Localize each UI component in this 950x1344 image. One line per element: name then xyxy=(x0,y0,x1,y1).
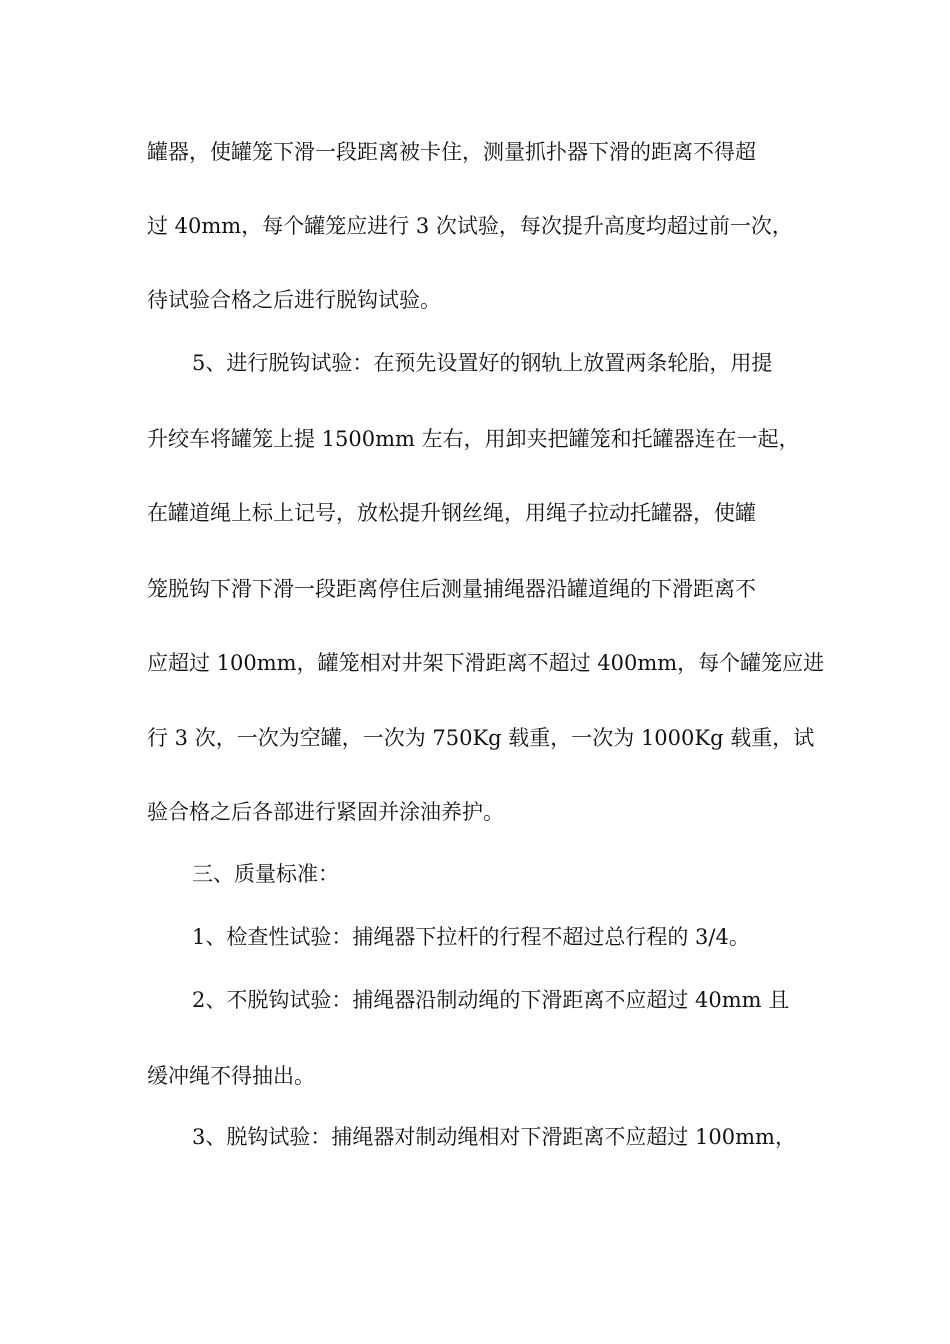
text-line: 行 3 次，一次为空罐，一次为 750Kg 载重，一次为 1000Kg 载重，试 xyxy=(147,726,815,750)
text-line: 过 40mm，每个罐笼应进行 3 次试验，每次提升高度均超过前一次， xyxy=(147,214,793,238)
text-line: 在罐道绳上标上记号，放松提升钢丝绳，用绳子拉动托罐器，使罐 xyxy=(147,501,756,525)
text-line: 罐器，使罐笼下滑一段距离被卡住，测量抓扑器下滑的距离不得超 xyxy=(147,140,756,164)
text-line: 3、脱钩试验：捕绳器对制动绳相对下滑距离不应超过 100mm， xyxy=(192,1125,796,1149)
text-line: 缓冲绳不得抽出。 xyxy=(147,1064,315,1088)
section-heading: 三、质量标准： xyxy=(192,862,339,886)
text-line: 5、进行脱钩试验：在预先设置好的钢轨上放置两条轮胎，用提 xyxy=(192,351,773,375)
text-line: 2、不脱钩试验：捕绳器沿制动绳的下滑距离不应超过 40mm 且 xyxy=(192,988,790,1012)
text-line: 笼脱钩下滑下滑一段距离停住后测量捕绳器沿罐道绳的下滑距离不 xyxy=(147,577,756,601)
text-line: 1、检查性试验：捕绳器下拉杆的行程不超过总行程的 3/4。 xyxy=(192,925,750,949)
text-line: 待试验合格之后进行脱钩试验。 xyxy=(147,288,441,312)
text-line: 验合格之后各部进行紧固并涂油养护。 xyxy=(147,800,504,824)
text-line: 升绞车将罐笼上提 1500mm 左右，用卸夹把罐笼和托罐器连在一起， xyxy=(147,427,800,451)
text-line: 应超过 100mm，罐笼相对井架下滑距离不超过 400mm，每个罐笼应进 xyxy=(147,651,825,675)
